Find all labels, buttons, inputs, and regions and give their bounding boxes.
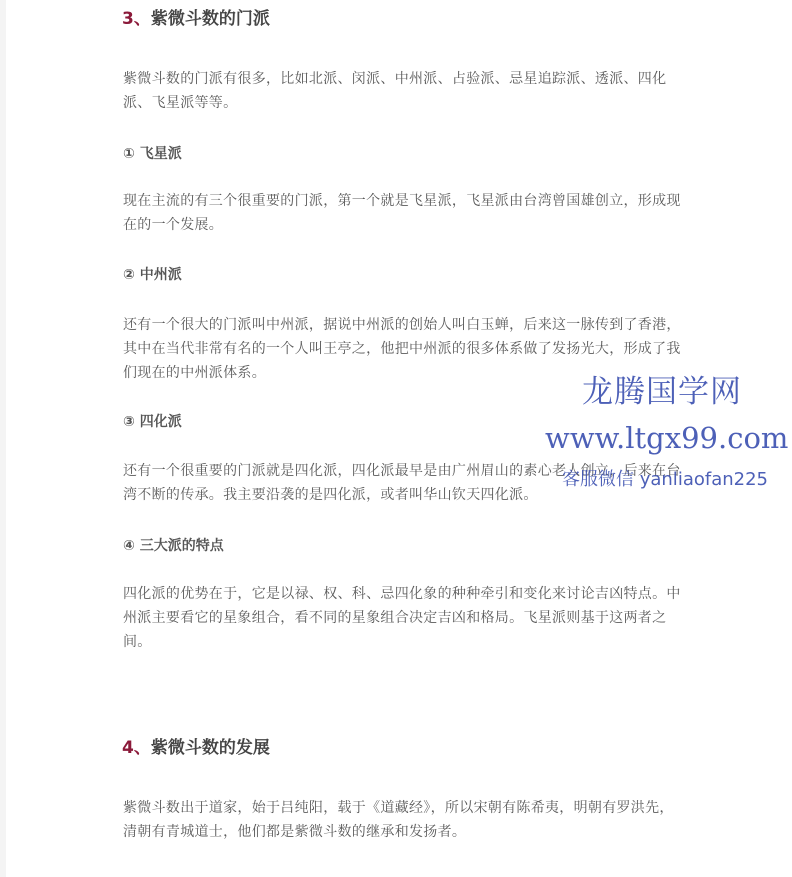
watermark-url: www.ltgx99.com (545, 421, 789, 455)
left-edge-strip (0, 0, 6, 877)
item-2-heading: ② 中州派 (123, 267, 182, 283)
watermark-site-name: 龙腾国学网 (582, 374, 742, 410)
section-3-intro: 紫微斗数的门派有很多，比如北派、闵派、中州派、占验派、忌星追踪派、透派、四化派、飞星派等等。 (123, 71, 667, 111)
section-4-number: 4、 (122, 738, 151, 758)
section-4-text: 紫微斗数出于道家，始于吕纯阳，载于《道藏经》，所以宋朝有陈希夷，明朝有罗洪先，清朝有青城道士，他们都是紫微斗数的继承和发扬者。 (123, 800, 674, 840)
item-4-text: 四化派的优势在于，它是以禄、权、科、忌四化象的种种牵引和变化来讨论吉凶特点。中州派主要看它的星象组合，看不同的星象组合决定吉凶和格局。飞星派则基于这两者之间。 (123, 586, 681, 650)
item-3-heading: ③ 四化派 (123, 414, 182, 430)
section-4-title (122, 737, 270, 759)
watermark-contact: 客服微信 yanliaofan225 (562, 469, 768, 490)
section-4-title-text: 紫微斗数的发展 (150, 738, 270, 758)
section-3-number: 3、 (122, 9, 151, 29)
item-1-heading: ① 飞星派 (123, 146, 182, 162)
item-4-heading: ④ 三大派的特点 (123, 538, 224, 554)
item-2-text: 还有一个很大的门派叫中州派，据说中州派的创始人叫白玉蝉，后来这一脉传到了香港，其中在当代非常有名的一个人叫王亭之，他把中州派的很多体系做了发扬光大，形成了我们现在的中州派体系。 (123, 317, 681, 381)
item-3-text: 还有一个很重要的门派就是四化派，四化派最早是由广州眉山的素心老人创立，后来在台湾不断的传承。我主要沿袭的是四化派，或者叫华山钦天四化派。 (123, 463, 681, 503)
section-3-title (122, 8, 270, 30)
section-3-title-text: 紫微斗数的门派 (150, 9, 270, 29)
item-1-text: 现在主流的有三个很重要的门派，第一个就是飞星派，飞星派由台湾曾国雄创立，形成现在的一个发展。 (123, 193, 681, 233)
